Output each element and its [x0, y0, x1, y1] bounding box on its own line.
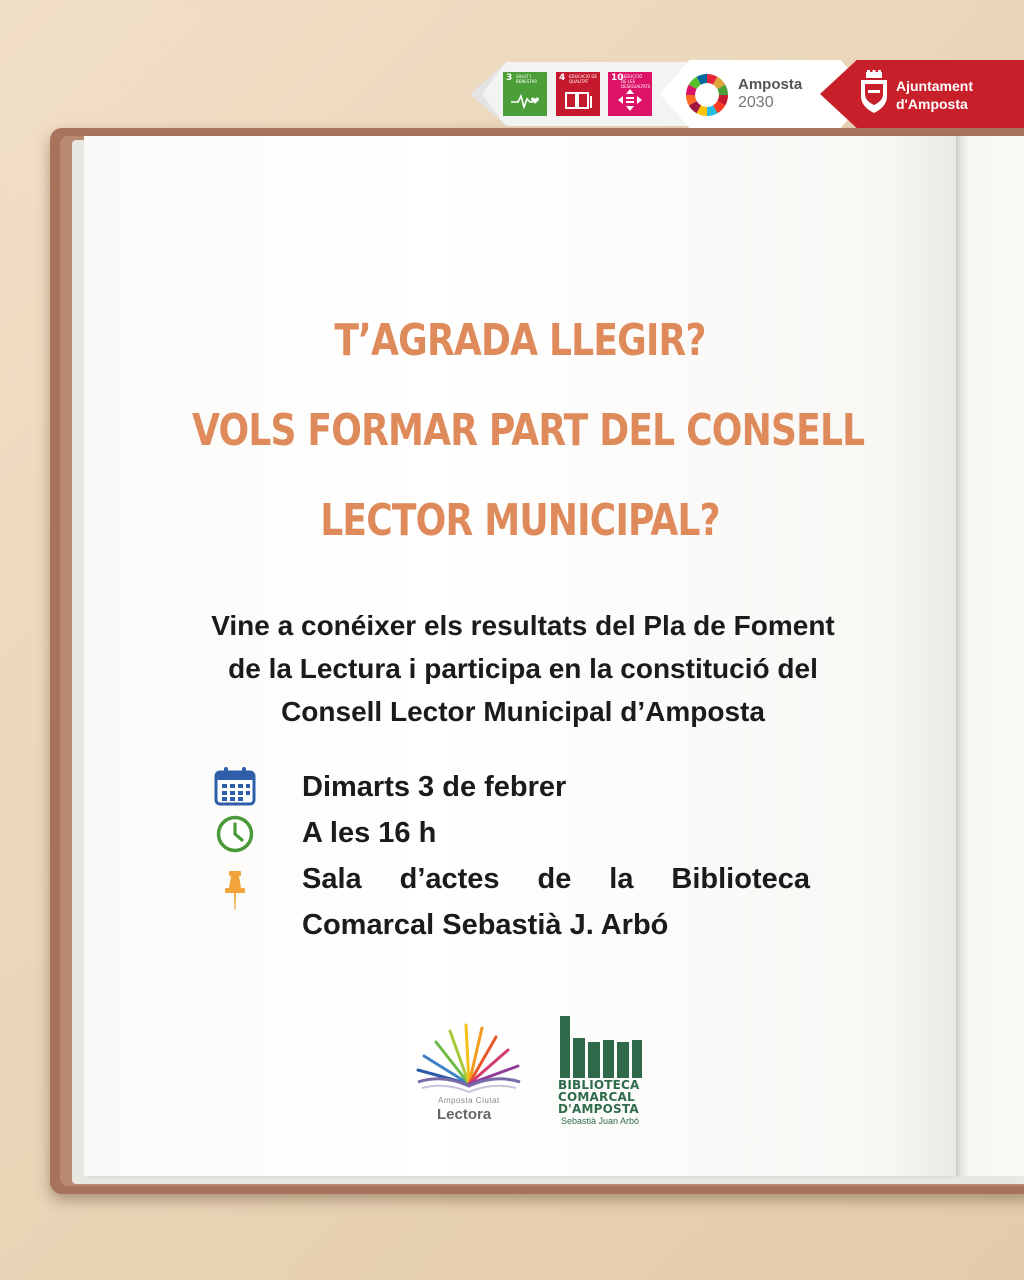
pushpin-icon: [222, 870, 248, 912]
sdg-number: 3: [506, 73, 513, 83]
biblioteca-line-3: D'AMPOSTA: [558, 1102, 639, 1116]
biblioteca-line-2: COMARCAL: [558, 1090, 635, 1104]
sdg-goal-3: [503, 72, 547, 116]
sdg-label: SALUT I BENESTAR: [516, 74, 537, 84]
ciutat-lectora-small: Amposta Ciutat: [438, 1096, 500, 1105]
event-place-line-2: Comarcal Sebastià J. Arbó: [302, 909, 669, 941]
heartbeat-icon: [509, 88, 541, 112]
intro-line-1: Vine a conéixer els resultats del Pla de Foment: [211, 610, 835, 641]
ajuntament-line1: Ajuntament: [896, 78, 973, 94]
amposta-2030-name: Amposta: [738, 76, 803, 93]
biblioteca-name: [558, 1079, 654, 1115]
intro-line-2: de la Lectura i participa en la constitució del: [228, 653, 818, 684]
event-date: Dimarts 3 de febrer: [302, 771, 567, 803]
ajuntament-logo: [820, 60, 1024, 128]
sdg-label: EDUCACIÓ DE QUALITAT: [569, 74, 597, 84]
biblioteca-subtitle: Sebastià Juan Arbó: [561, 1116, 640, 1126]
ajuntament-line2: d'Amposta: [896, 96, 968, 112]
book-icon: [562, 88, 594, 112]
sdg-goal-10: [608, 72, 652, 116]
clock-icon: [214, 814, 256, 854]
sdg-number: 4: [559, 73, 566, 83]
event-time: A les 16 h: [302, 817, 437, 849]
event-details: [302, 764, 810, 948]
intro-line-3: Consell Lector Municipal d’Amposta: [281, 696, 765, 727]
event-place-line-1: Sala d’actes de la Biblioteca: [302, 863, 810, 895]
biblioteca-line-1: BIBLIOTECA: [558, 1078, 640, 1092]
coat-of-arms-icon: [858, 70, 890, 114]
calendar-icon: [214, 766, 256, 806]
sdg-number: 10: [611, 73, 624, 83]
ciutat-lectora-big: Lectora: [437, 1106, 492, 1123]
headline-line-2: VOLS FORMAR PART DEL CONSELL: [192, 405, 865, 456]
headline-line-3: LECTOR MUNICIPAL?: [320, 495, 720, 546]
biblioteca-logo-icon: [558, 1012, 644, 1078]
right-page: [956, 136, 1024, 1176]
sdg-wheel-icon: [684, 72, 730, 118]
ciutat-lectora-logo-icon: [414, 1022, 524, 1094]
headline: [192, 296, 865, 566]
amposta-2030-year: 2030: [738, 94, 774, 111]
sdg-goal-4: [556, 72, 600, 116]
headline-line-1: T’AGRADA LLEGIR?: [334, 315, 706, 366]
intro-text: [150, 604, 896, 733]
equality-icon: [614, 88, 646, 112]
sdg-label: REDUCCIÓ DE LES DESIGUALTATS: [621, 74, 651, 89]
